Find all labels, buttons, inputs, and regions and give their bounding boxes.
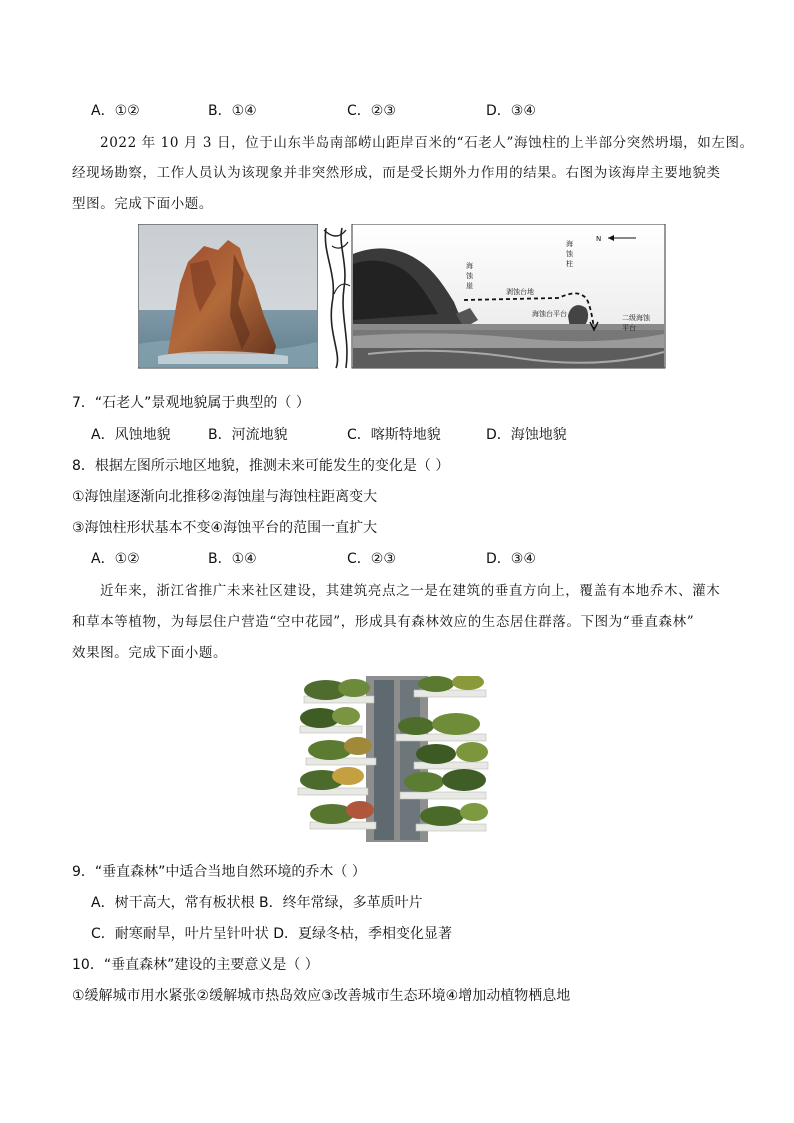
second-platform-label-2: 平台 <box>622 324 636 332</box>
coastal-figure <box>138 224 666 370</box>
q8-option-a: A．①② <box>91 551 140 567</box>
q6-option-b: B．①④ <box>208 103 257 119</box>
q6-option-d: D．③④ <box>486 103 536 119</box>
cliff-label-1: 海 <box>466 262 473 270</box>
second-platform-label-1: 二级海蚀 <box>622 314 650 322</box>
q7-stem: 7．“石老人”景观地貌属于典型的（ ） <box>72 395 310 411</box>
q8-statement-line1: ①海蚀崖逐渐向北推移②海蚀崖与海蚀柱距离变大 <box>72 489 378 505</box>
q10-stem: 10．“垂直森林”建设的主要意义是（ ） <box>72 957 319 973</box>
north-label: N <box>596 235 602 243</box>
q9-options-cd: C．耐寒耐旱，叶片呈针叶状 D．夏绿冬枯，季相变化显著 <box>91 926 453 942</box>
q6-option-a: A．①② <box>91 103 140 119</box>
cliff-label-2: 蚀 <box>466 272 473 280</box>
cliff-label-3: 崖 <box>466 282 473 290</box>
stone-old-man-photo <box>138 224 318 368</box>
stack-label-2: 蚀 <box>566 250 573 258</box>
q8-option-d: D．③④ <box>486 551 536 567</box>
terrace-label: 剥蚀台地 <box>506 288 534 296</box>
platform-label: 海蚀台平台 <box>532 310 567 318</box>
q7-option-b: B．河流地貌 <box>208 427 288 443</box>
q7-option-a: A．风蚀地貌 <box>91 427 171 443</box>
passage1-line3: 型图。完成下面小题。 <box>72 196 213 212</box>
q7-option-d: D．海蚀地貌 <box>486 427 567 443</box>
q10-statement-line1: ①缓解城市用水紧张②缓解城市热岛效应③改善城市生态环境④增加动植物栖息地 <box>72 988 571 1004</box>
q9-options-ab: A．树干高大，常有板状根 B．终年常绿，多革质叶片 <box>91 895 423 911</box>
passage2-line1: 近年来，浙江省推广未来社区建设，其建筑亮点之一是在建筑的垂直方向上，覆盖有本地乔木、灌木 <box>100 583 721 599</box>
vertical-forest-figure <box>296 676 498 842</box>
passage2-line3: 效果图。完成下面小题。 <box>72 645 228 661</box>
q6-option-c: C．②③ <box>347 103 396 119</box>
q8-option-c: C．②③ <box>347 551 396 567</box>
passage1-line1: 2022 年 10 月 3 日，位于山东半岛南部崂山距岸百米的“石老人”海蚀柱的上半部分突然坍塌，如左图。 <box>100 135 754 151</box>
torn-divider <box>318 224 352 368</box>
stack-label-1: 海 <box>566 240 573 248</box>
passage1-line2: 经现场勘察，工作人员认为该现象并非突然形成，而是受长期外力作用的结果。右图为该海岸主要地貌类 <box>72 165 721 181</box>
q8-option-b: B．①④ <box>208 551 257 567</box>
q8-statement-line2: ③海蚀柱形状基本不变④海蚀平台的范围一直扩大 <box>72 520 378 536</box>
passage2-line2: 和草本等植物，为每层住户营造“空中花园”，形成具有森林效应的生态居住群落。下图为“垂直森林” <box>72 614 695 630</box>
q9-stem: 9．“垂直森林”中适合当地自然环境的乔木（ ） <box>72 864 366 880</box>
q7-option-c: C．喀斯特地貌 <box>347 427 441 443</box>
q8-stem: 8．根据左图所示地区地貌，推测未来可能发生的变化是（ ） <box>72 458 450 474</box>
landform-diagram <box>352 224 665 368</box>
stack-label-3: 柱 <box>566 260 573 268</box>
